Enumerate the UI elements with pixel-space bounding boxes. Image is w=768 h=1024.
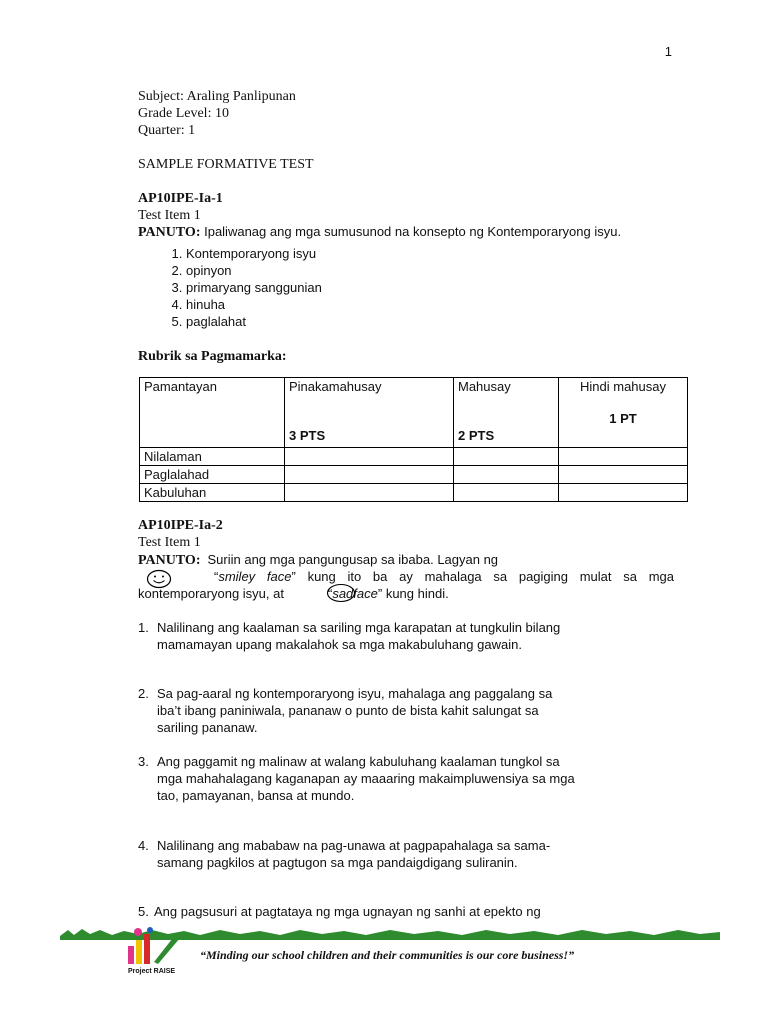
sad-instruction-line: kontemporaryong isyu, at “sad face” kung hindi. <box>138 585 449 602</box>
list-item: 3. primaryang sanggunian <box>186 279 322 296</box>
smiley-face-phrase: smiley face <box>218 569 292 584</box>
question-item: 4. Nalilinang ang mababaw na pag-unawa at pagpapahalaga sa sama-samang pagkilos at pagtugon sa mga pandaigdigang suliranin. <box>138 838 551 870</box>
panuto-label: PANUTO: <box>138 553 201 568</box>
list-item: 2. opinyon <box>186 262 322 279</box>
project-raise-logo <box>124 926 184 976</box>
concept-list <box>160 245 322 330</box>
section2-test-item: Test Item 1 <box>138 535 201 550</box>
table-row <box>140 466 688 484</box>
table-cell: Kabuluhan <box>140 484 285 502</box>
table-row <box>140 484 688 502</box>
table-header-cell: Pamantayan <box>140 378 285 448</box>
question-item: 1. Nalilinang ang kaalaman sa sariling mga karapatan at tungkulin bilang mamamayan upang makalahok sa mga makabuluhang gawain. <box>138 620 561 652</box>
list-item: 1. Kontemporaryong isyu <box>186 245 322 262</box>
table-row <box>140 378 688 448</box>
panuto-text: Ipaliwanag ang mga sumusunod na konsepto ng Kontemporaryong isyu. <box>200 224 622 239</box>
list-item: 5. paglalahat <box>186 313 322 330</box>
question-item: 2. Sa pag-aaral ng kontemporaryong isyu, mahalaga ang paggalang sa iba’t ibang paniniwala, pananaw o punto de bista kahit salungat sa sariling pananaw. <box>138 686 553 735</box>
smiley-instruction-line: “smiley face” kung ito ba ay mahalaga sa pagiging mulat sa mga <box>214 569 674 584</box>
table-cell: Nilalaman <box>140 448 285 466</box>
table-cell: Paglalahad <box>140 466 285 484</box>
test-title: SAMPLE FORMATIVE TEST <box>138 157 314 172</box>
rubric-table <box>139 377 688 502</box>
table-header-cell: Mahusay 2 PTS <box>454 378 559 448</box>
subject-line: Subject: Araling Panlipunan <box>138 89 296 104</box>
question-item: 5. Ang pagsusuri at pagtataya ng mga ugnayan ng sanhi at epekto ng <box>138 904 541 919</box>
points-label: 2 PTS <box>458 428 495 443</box>
quarter-line: Quarter: 1 <box>138 123 196 138</box>
question-item: 3. Ang paggamit ng malinaw at walang kabuluhang kaalaman tungkol sa mga mahahalagang kaganapan ay maaaring makaimpluwensiya sa mga tao, pamayanan, bansa at mundo. <box>138 754 575 803</box>
grade-line: Grade Level: 10 <box>138 106 229 121</box>
table-row <box>140 448 688 466</box>
table-header-cell: Pinakamahusay 3 PTS <box>285 378 454 448</box>
footer-quote: “Minding our school children and their communities is our core business!” <box>200 948 575 962</box>
section2-code: AP10IPE-Ia-2 <box>138 518 223 533</box>
panuto-label: PANUTO: <box>138 225 201 240</box>
section1-instruction <box>138 223 621 241</box>
page-number: 1 <box>664 44 672 59</box>
sad-word: sad <box>332 586 354 601</box>
face-word: face <box>353 586 378 601</box>
points-label: 3 PTS <box>289 428 326 443</box>
section2-instruction <box>138 551 498 569</box>
sad-face-icon <box>326 583 356 603</box>
rubric-title: Rubrik sa Pagmamarka: <box>138 349 287 364</box>
section1-test-item: Test Item 1 <box>138 208 201 223</box>
points-label: 1 PT <box>609 411 637 426</box>
panuto-text: Suriin ang mga pangungusap sa ibaba. Lagyan ng <box>207 552 499 567</box>
section1-code: AP10IPE-Ia-1 <box>138 191 223 206</box>
list-item: 4. hinuha <box>186 296 322 313</box>
logo-text: Project RAISE <box>128 968 176 975</box>
table-header-cell: Hindi mahusay 1 PT <box>559 378 688 448</box>
